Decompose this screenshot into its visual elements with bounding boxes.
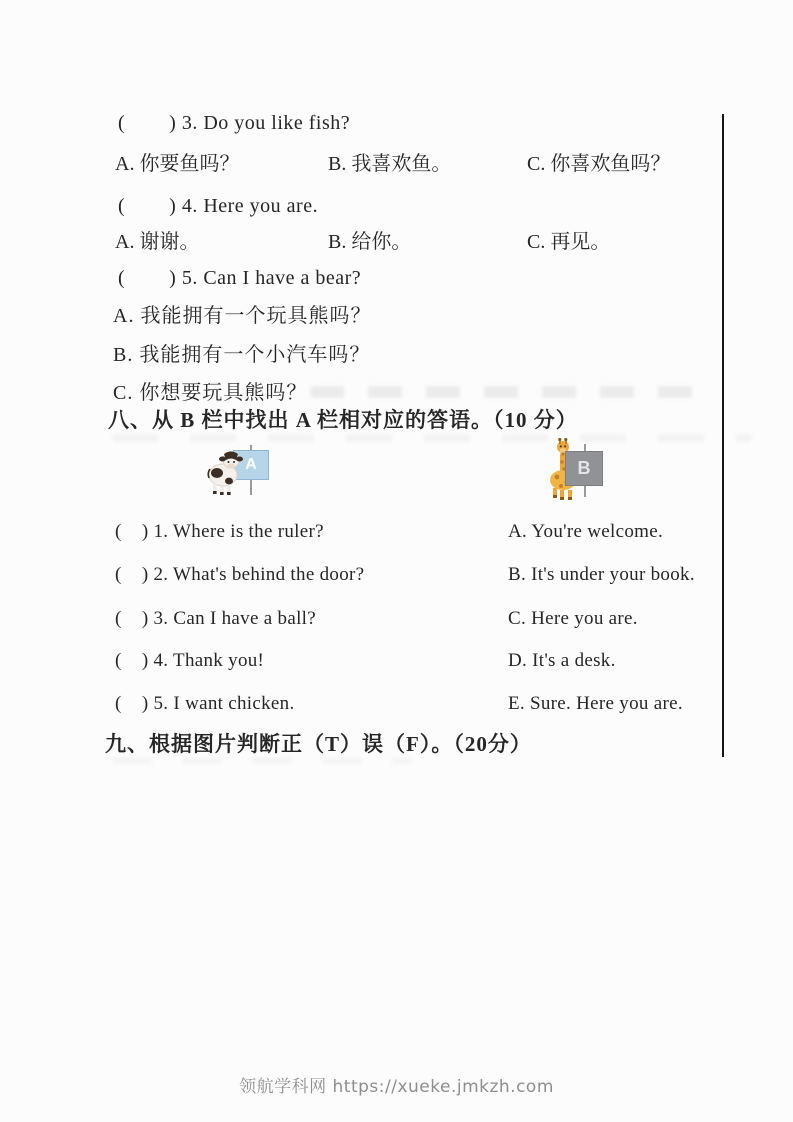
column-a-label: A: [245, 456, 257, 473]
q3-option-c: C. 你喜欢鱼吗？: [527, 153, 671, 175]
match-answer-c: C. Here you are.: [508, 608, 638, 629]
match-answer-a: A. You're welcome.: [508, 521, 663, 542]
q5-option-b: B. 我能拥有一个小汽车吗？: [113, 344, 371, 366]
q4-option-a: A. 谢谢。: [115, 231, 200, 253]
page-edge-line: [722, 114, 724, 757]
match-answer-b: B. It's under your book.: [508, 564, 695, 585]
smudge-artifact: [112, 434, 752, 442]
smudge-artifact: [310, 386, 712, 398]
judge-section-heading: 九、根据图片判断正（T）误（F）。（20分）: [105, 732, 532, 756]
q3-option-a: A. 你要鱼吗？: [115, 153, 240, 175]
question-3-stem: ( ) 3. Do you like fish?: [118, 112, 351, 134]
match-question-5: ( ) 5. I want chicken.: [115, 693, 295, 714]
match-question-3: ( ) 3. Can I have a ball?: [115, 608, 316, 629]
smudge-artifact: [112, 757, 412, 764]
match-section-heading: 八、从 B 栏中找出 A 栏相对应的答语。（10 分）: [108, 408, 578, 432]
q3-option-b: B. 我喜欢鱼。: [328, 153, 452, 175]
site-watermark: 领航学科网 https://xueke.jmkzh.com: [239, 1077, 554, 1097]
q5-option-a: A. 我能拥有一个玩具熊吗？: [113, 305, 372, 327]
match-question-2: ( ) 2. What's behind the door?: [115, 564, 365, 585]
column-b-label: B: [577, 458, 591, 478]
column-b-sign: [565, 451, 603, 486]
question-5-stem: ( ) 5. Can I have a bear?: [118, 267, 362, 289]
cow-icon: [205, 445, 245, 497]
match-answer-e: E. Sure. Here you are.: [508, 693, 683, 714]
question-4-stem: ( ) 4. Here you are.: [118, 195, 319, 217]
q4-option-b: B. 给你。: [328, 231, 412, 253]
q5-option-c: C. 你想要玩具熊吗？: [113, 382, 308, 404]
match-question-1: ( ) 1. Where is the ruler?: [115, 521, 324, 542]
column-b-figure: [547, 438, 609, 500]
match-question-4: ( ) 4. Thank you!: [115, 650, 265, 671]
column-a-figure: [205, 443, 275, 497]
match-answer-d: D. It's a desk.: [508, 650, 616, 671]
q4-option-c: C. 再见。: [527, 231, 611, 253]
